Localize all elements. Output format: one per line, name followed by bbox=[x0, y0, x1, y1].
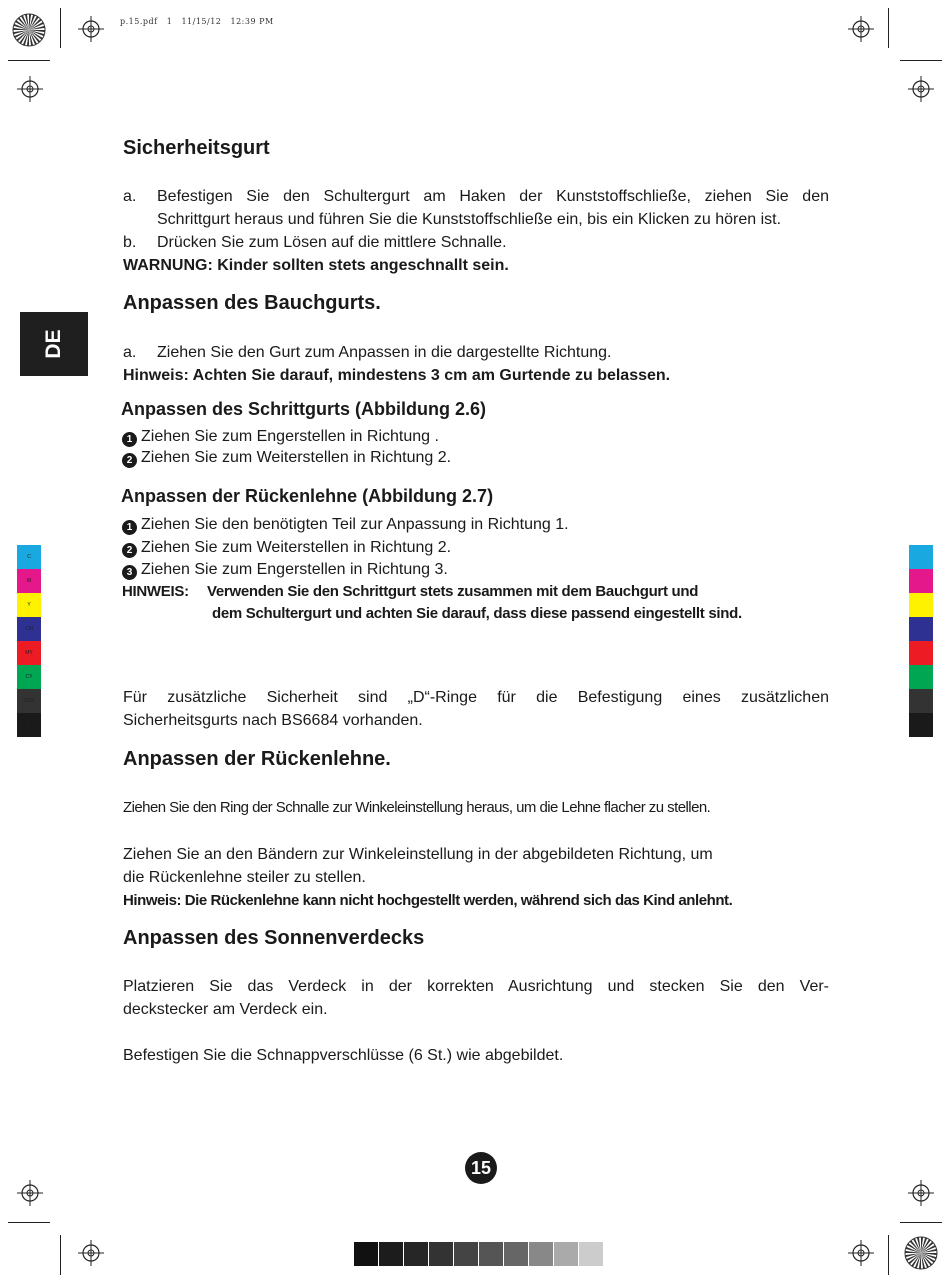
grey-step-swatch bbox=[579, 1242, 603, 1266]
note-text: dem Schultergurt und achten Sie darauf, dass diese passend eingestellt sind. bbox=[212, 605, 742, 622]
grey-step-swatch bbox=[529, 1242, 553, 1266]
section-heading: Anpassen der Rückenlehne. bbox=[123, 748, 391, 770]
paragraph: Sicherheitsgurts nach BS6684 vorhanden. bbox=[123, 712, 423, 729]
crop-mark bbox=[888, 1235, 889, 1275]
registration-crosshair-icon bbox=[78, 16, 104, 42]
language-tab bbox=[20, 312, 88, 376]
list-item bbox=[122, 513, 569, 536]
list-item bbox=[122, 558, 448, 581]
step-number-icon: 3 bbox=[122, 565, 137, 580]
color-swatch bbox=[909, 665, 933, 689]
list-item-text: Ziehen Sie zum Weiterstellen in Richtung 2. bbox=[141, 539, 452, 556]
paragraph: Befestigen Sie die Schnappverschlüsse (6 St.) wie abgebildet. bbox=[123, 1047, 564, 1064]
color-swatch bbox=[909, 617, 933, 641]
registration-sunburst-icon bbox=[12, 13, 46, 47]
color-swatch-label: K bbox=[27, 722, 31, 728]
crop-mark bbox=[60, 8, 61, 48]
grey-step-bar bbox=[354, 1242, 604, 1266]
list-item bbox=[122, 446, 451, 469]
crop-mark bbox=[8, 60, 50, 61]
crop-mark bbox=[900, 1222, 942, 1223]
grey-step-swatch bbox=[454, 1242, 478, 1266]
color-swatch-label: MY bbox=[25, 650, 33, 656]
color-swatch-label: C bbox=[27, 554, 31, 560]
color-swatch-label: CMY bbox=[23, 698, 35, 704]
language-tab-label: DE bbox=[42, 329, 65, 359]
color-control-bar bbox=[17, 545, 41, 737]
registration-crosshair-icon bbox=[848, 16, 874, 42]
list-item-text: Befestigen Sie den Schultergurt am Haken der Kunststoffschließe, ziehen Sie den bbox=[157, 188, 829, 205]
paragraph: die Rückenlehne steiler zu stellen. bbox=[123, 869, 366, 886]
color-swatch bbox=[909, 713, 933, 737]
list-letter: b. bbox=[123, 234, 137, 251]
step-number-icon: 2 bbox=[122, 543, 137, 558]
registration-crosshair-icon bbox=[908, 1180, 934, 1206]
note-text: Verwenden Sie den Schrittgurt stets zusammen mit dem Bauchgurt und bbox=[207, 583, 699, 600]
grey-step-swatch bbox=[554, 1242, 578, 1266]
section-heading: Anpassen der Rückenlehne (Abbildung 2.7) bbox=[121, 486, 494, 506]
color-swatch bbox=[17, 689, 41, 713]
registration-crosshair-icon bbox=[848, 1240, 874, 1266]
color-swatch bbox=[17, 593, 41, 617]
paragraph: Platzieren Sie das Verdeck in der korrekten Ausrichtung und stecken Sie den Ver- bbox=[123, 978, 829, 995]
color-swatch-label: M bbox=[26, 578, 32, 584]
step-number-icon: 1 bbox=[122, 520, 137, 535]
list-item-text: Ziehen Sie zum Engerstellen in Richtung . bbox=[141, 428, 439, 445]
color-swatch-label: Y bbox=[27, 602, 31, 608]
warning-text: WARNUNG: Kinder sollten stets angeschnallt sein. bbox=[123, 257, 509, 274]
color-swatch bbox=[17, 569, 41, 593]
print-slug: p.15.pdf 1 11/15/12 12:39 PM bbox=[120, 17, 274, 26]
grey-step-swatch bbox=[429, 1242, 453, 1266]
color-swatch bbox=[909, 593, 933, 617]
grey-step-swatch bbox=[479, 1242, 503, 1266]
grey-step-swatch bbox=[354, 1242, 378, 1266]
color-swatch bbox=[17, 545, 41, 569]
page-number: 15 bbox=[465, 1152, 497, 1184]
paragraph: Ziehen Sie den Ring der Schnalle zur Winkeleinstellung heraus, um die Lehne flacher zu stellen. bbox=[123, 799, 711, 816]
crop-mark bbox=[60, 1235, 61, 1275]
section-heading: Anpassen des Schrittgurts (Abbildung 2.6) bbox=[121, 399, 487, 419]
note-label: HINWEIS: bbox=[122, 583, 189, 600]
step-number-icon: 2 bbox=[122, 453, 137, 468]
registration-crosshair-icon bbox=[17, 76, 43, 102]
paragraph: Für zusätzliche Sicherheit sind „D“-Ringe für die Befestigung eines zusätzlichen bbox=[123, 689, 829, 706]
color-swatch bbox=[17, 713, 41, 737]
grey-step-swatch bbox=[404, 1242, 428, 1266]
color-control-bar bbox=[909, 545, 933, 737]
section-heading: Sicherheitsgurt bbox=[123, 137, 270, 159]
color-swatch bbox=[909, 569, 933, 593]
crop-mark bbox=[8, 1222, 50, 1223]
list-item-text: Ziehen Sie zum Engerstellen in Richtung 3. bbox=[141, 561, 448, 578]
list-item-text: Ziehen Sie den Gurt zum Anpassen in die dargestellte Richtung. bbox=[157, 344, 612, 361]
section-heading: Anpassen des Sonnenverdecks bbox=[123, 927, 425, 949]
color-swatch-label: CY bbox=[25, 674, 33, 680]
list-letter: a. bbox=[123, 188, 137, 205]
section-heading: Anpassen des Bauchgurts. bbox=[123, 292, 381, 314]
note-text: Hinweis: Achten Sie darauf, mindestens 3 cm am Gurtende zu belassen. bbox=[123, 367, 671, 384]
registration-sunburst-icon bbox=[904, 1236, 938, 1270]
color-swatch bbox=[909, 641, 933, 665]
color-swatch bbox=[17, 641, 41, 665]
color-swatch bbox=[909, 545, 933, 569]
list-item bbox=[122, 425, 439, 448]
registration-crosshair-icon bbox=[908, 76, 934, 102]
color-swatch bbox=[17, 617, 41, 641]
crop-mark bbox=[900, 60, 942, 61]
list-item-text: Ziehen Sie den benötigten Teil zur Anpassung in Richtung 1. bbox=[141, 516, 569, 533]
registration-crosshair-icon bbox=[78, 1240, 104, 1266]
list-item-text: Ziehen Sie zum Weiterstellen in Richtung 2. bbox=[141, 449, 452, 466]
note-text: Hinweis: Die Rückenlehne kann nicht hochgestellt werden, während sich das Kind anlehnt. bbox=[123, 892, 733, 909]
color-swatch-label: CM bbox=[25, 626, 33, 632]
paragraph: deckstecker am Verdeck ein. bbox=[123, 1001, 328, 1018]
color-swatch bbox=[909, 689, 933, 713]
grey-step-swatch bbox=[379, 1242, 403, 1266]
list-item-text: Drücken Sie zum Lösen auf die mittlere Schnalle. bbox=[157, 234, 507, 251]
list-item bbox=[122, 536, 451, 559]
grey-step-swatch bbox=[504, 1242, 528, 1266]
registration-crosshair-icon bbox=[17, 1180, 43, 1206]
paragraph: Ziehen Sie an den Bändern zur Winkeleinstellung in der abgebildeten Richtung, um bbox=[123, 846, 713, 863]
step-number-icon: 1 bbox=[122, 432, 137, 447]
crop-mark bbox=[888, 8, 889, 48]
list-letter: a. bbox=[123, 344, 137, 361]
list-item-text: Schrittgurt heraus und führen Sie die Kunststoffschließe ein, bis ein Klicken zu hören ist. bbox=[157, 211, 782, 228]
color-swatch bbox=[17, 665, 41, 689]
